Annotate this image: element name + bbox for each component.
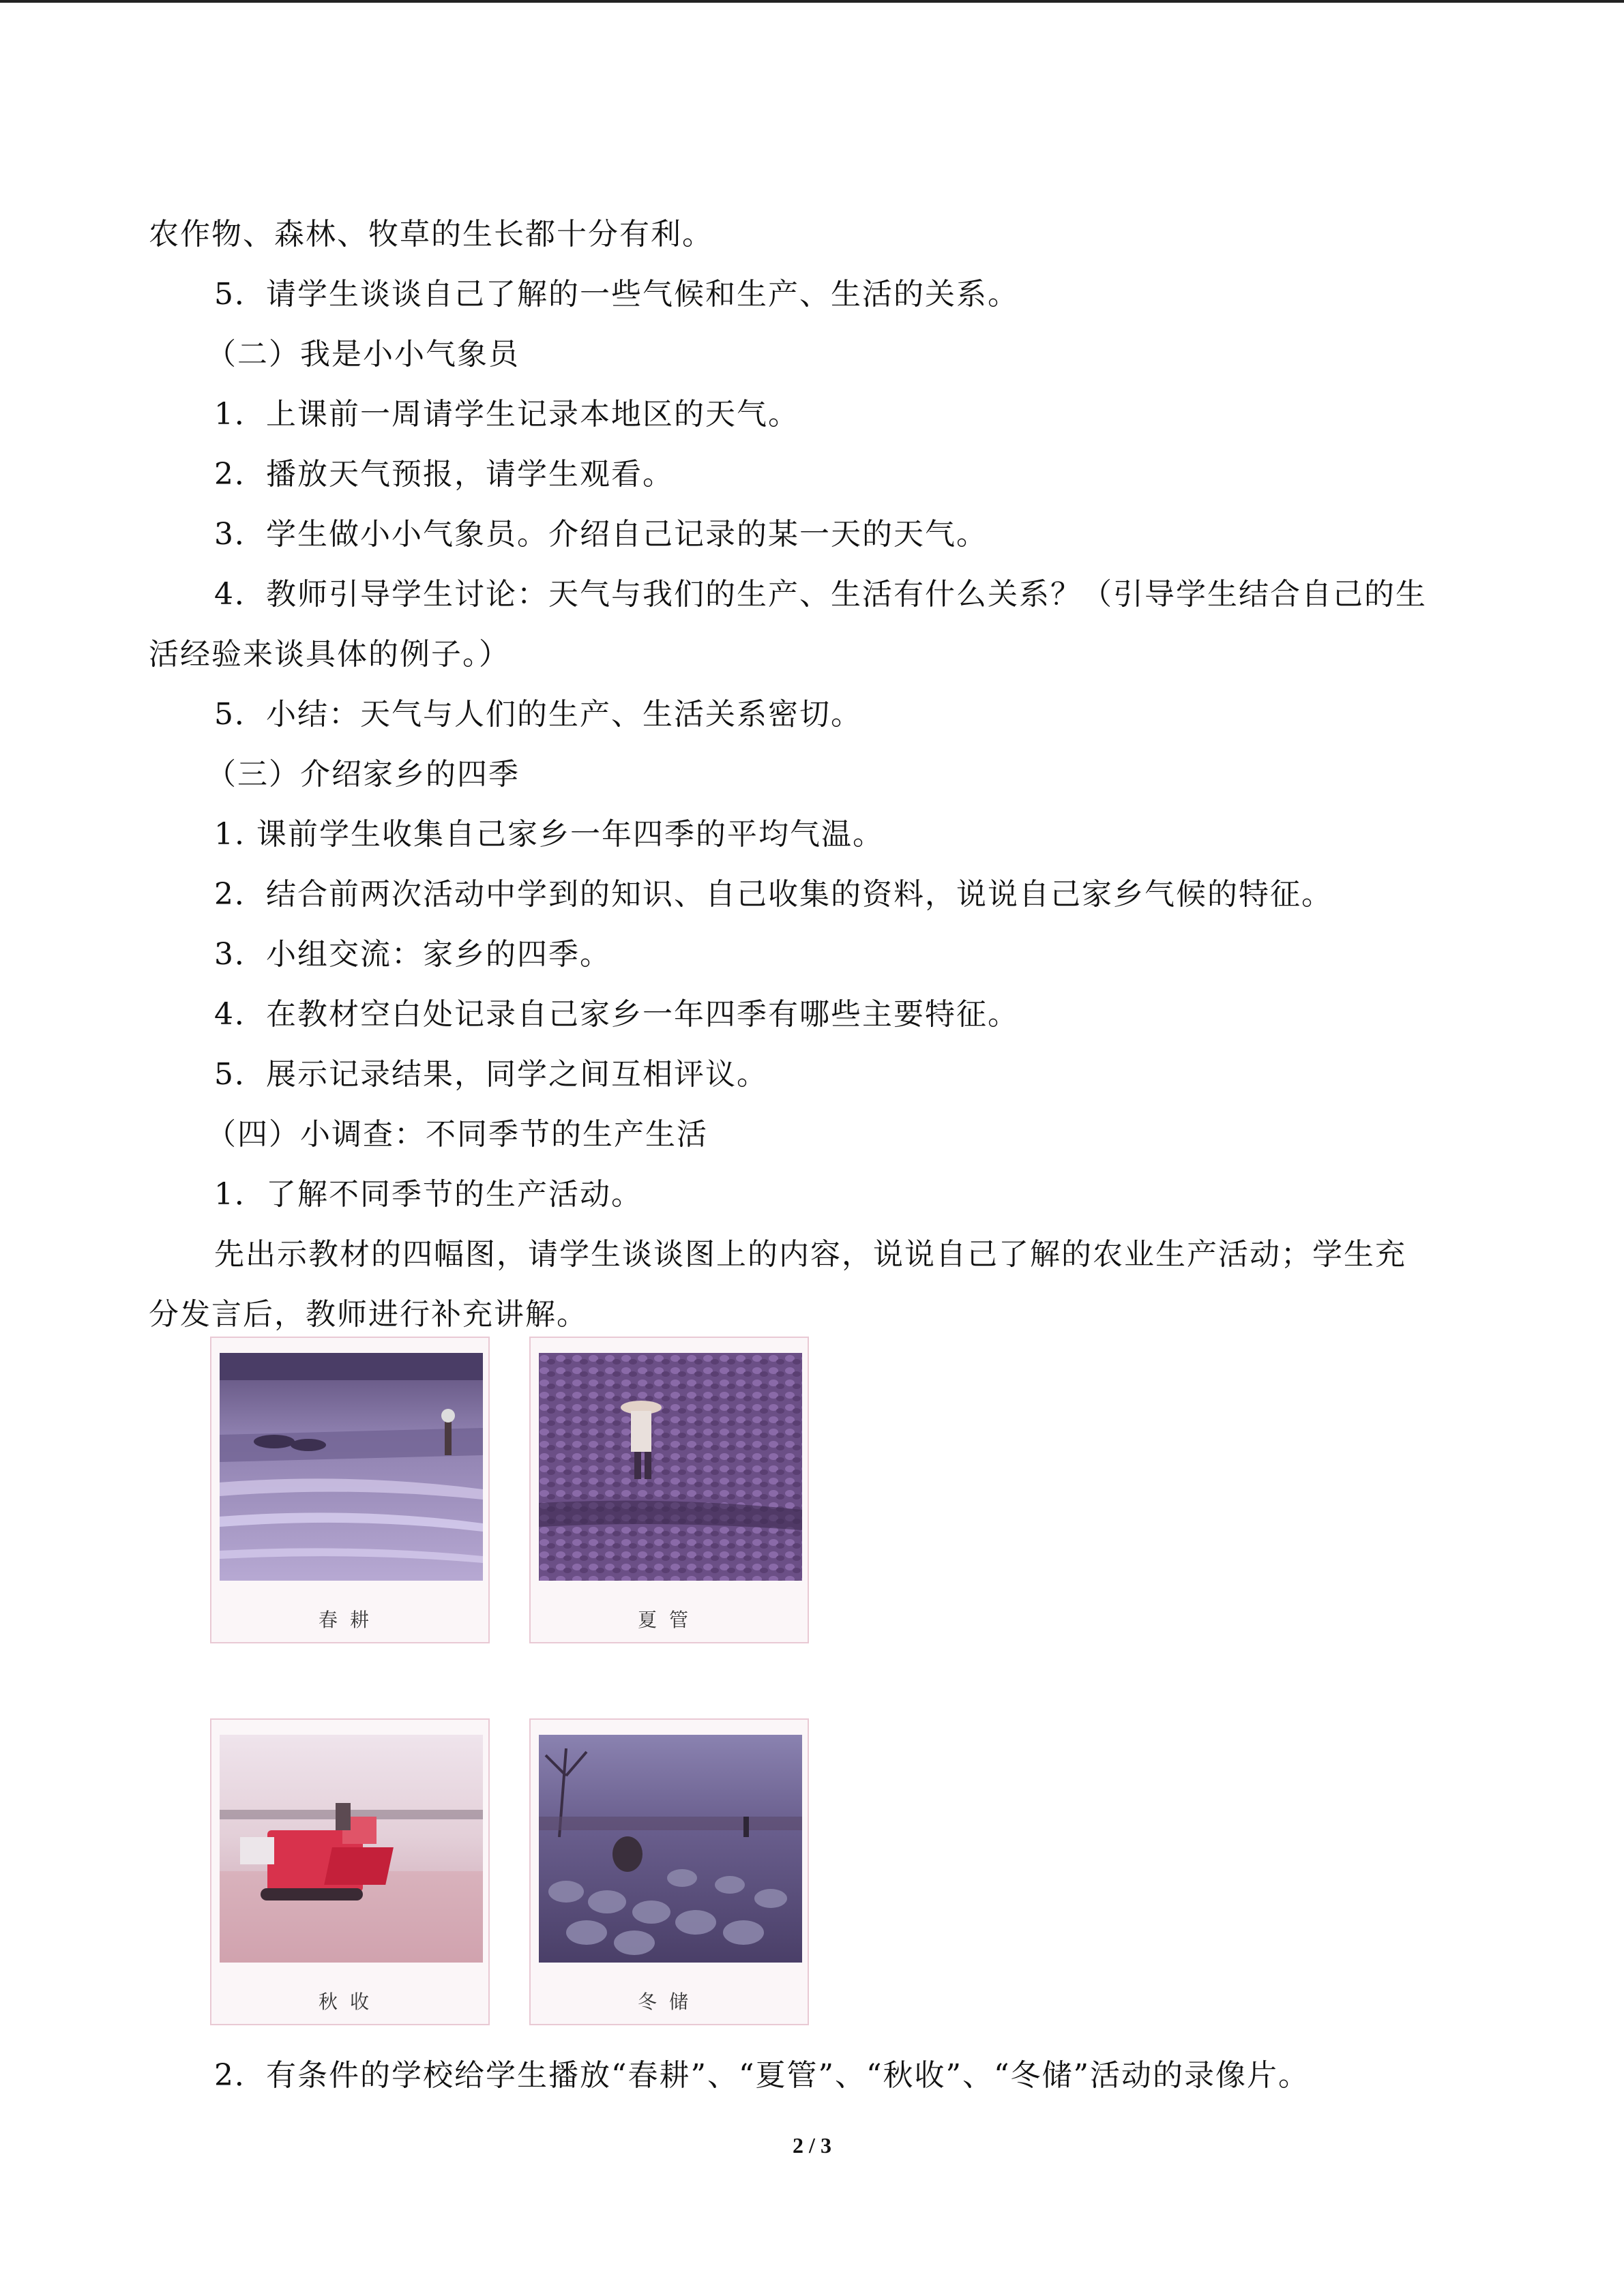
paragraph-line: 3．学生做小小气象员。介绍自己记录的某一天的天气。 [214, 517, 988, 552]
paragraph-line: 活经验来谈具体的例子。） [149, 637, 510, 672]
section-heading: （四）小调查：不同季节的生产生活 [206, 1117, 708, 1152]
summer-field-image [539, 1353, 802, 1581]
winter-cabbage-image [539, 1735, 802, 1963]
top-border-line [0, 0, 1624, 3]
paragraph-line: 2．播放天气预报，请学生观看。 [214, 457, 674, 492]
paragraph-line: 4．在教材空白处记录自己家乡一年四季有哪些主要特征。 [214, 997, 1019, 1032]
photo-summer-management [529, 1337, 809, 1643]
paragraph-line: 农作物、森林、牧草的生长都十分有利。 [149, 217, 713, 252]
document-body-continued [149, 2046, 1479, 2106]
spring-plowing-image [220, 1353, 483, 1581]
paragraph-line: 1．了解不同季节的生产活动。 [214, 1177, 643, 1212]
paragraph-line: 先出示教材的四幅图，请学生谈谈图上的内容，说说自己了解的农业生产活动；学生充 [214, 1237, 1406, 1272]
photo-spring-plowing [210, 1337, 490, 1643]
season-photo-grid [210, 1337, 810, 2025]
paragraph-line: 4．教师引导学生讨论：天气与我们的生产、生活有什么关系？（引导学生结合自己的生 [214, 577, 1427, 612]
paragraph-line: 5．请学生谈谈自己了解的一些气候和生产、生活的关系。 [214, 277, 1019, 312]
paragraph-line: 3．小组交流：家乡的四季。 [214, 937, 611, 972]
paragraph-line: 2．有条件的学校给学生播放“春耕”、“夏管”、“秋收”、“冬储”活动的录像片。 [214, 2058, 1310, 2093]
paragraph-line: 分发言后，教师进行补充讲解。 [149, 1297, 588, 1332]
photo-caption: 秋收 [318, 1991, 381, 2013]
autumn-harvester-image [220, 1735, 483, 1963]
document-body [149, 205, 1479, 1345]
paragraph-line: 1. 课前学生收集自己家乡一年四季的平均气温。 [214, 817, 884, 852]
paragraph-line: 2．结合前两次活动中学到的知识、自己收集的资料，说说自己家乡气候的特征。 [214, 877, 1333, 912]
section-heading: （二）我是小小气象员 [206, 337, 520, 372]
photo-autumn-harvest [210, 1718, 490, 2025]
paragraph-line: 1．上课前一周请学生记录本地区的天气。 [214, 397, 799, 432]
photo-caption: 夏管 [637, 1609, 700, 1631]
photo-caption: 春耕 [318, 1609, 381, 1631]
photo-winter-storage [529, 1718, 809, 2025]
section-heading: （三）介绍家乡的四季 [206, 757, 520, 792]
photo-caption: 冬储 [637, 1991, 700, 2013]
paragraph-line: 5．小结：天气与人们的生产、生活关系密切。 [214, 697, 862, 732]
paragraph-line: 5．展示记录结果，同学之间互相评议。 [214, 1057, 768, 1092]
page-number: 2 / 3 [793, 2133, 831, 2158]
